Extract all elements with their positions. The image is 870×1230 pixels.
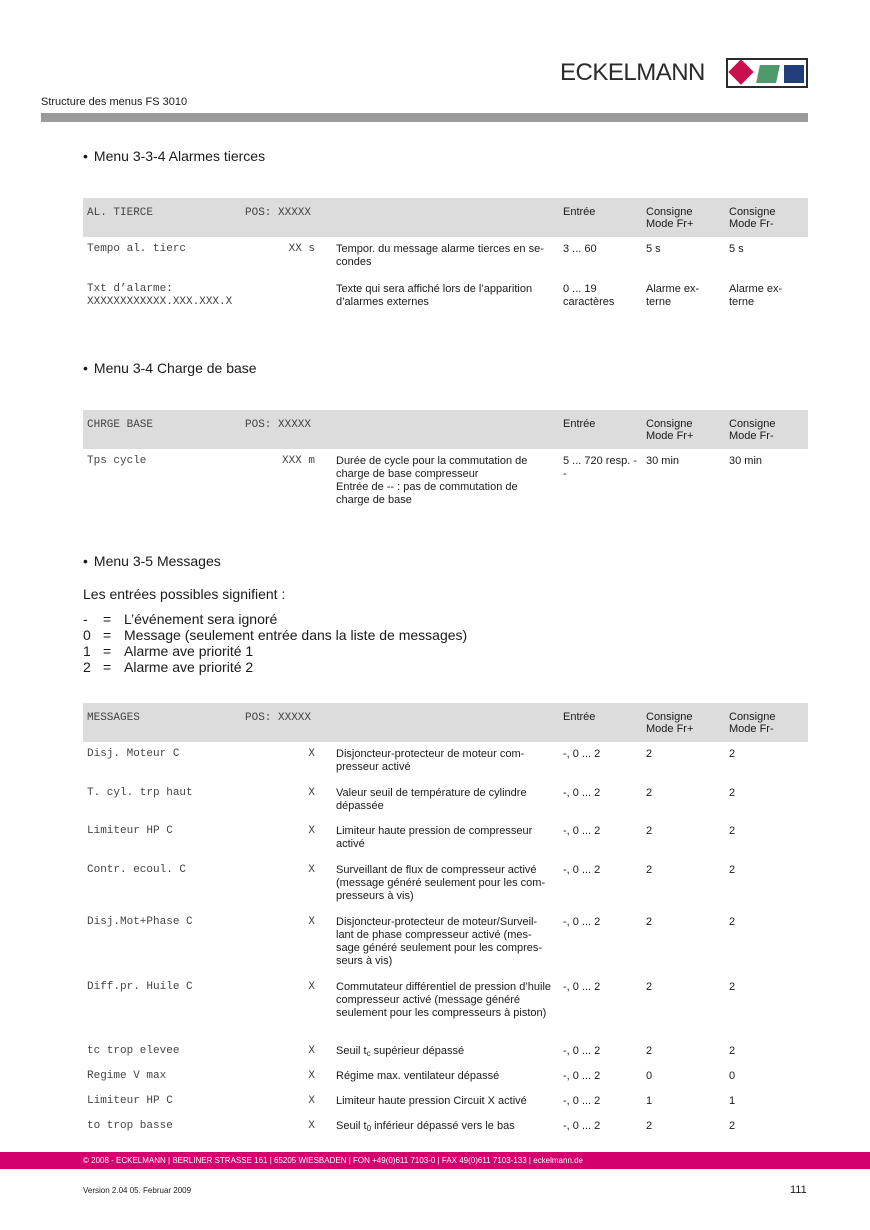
table-row <box>83 742 808 781</box>
row-entree: 3 ... 60 <box>563 243 597 255</box>
header-menu-name: AL. TIERCE <box>87 207 154 219</box>
table-header <box>83 198 808 237</box>
table-header <box>83 410 808 449</box>
bullet-icon: • <box>83 148 88 164</box>
row-parameter: Tps cycle <box>87 455 147 467</box>
header-pos: POS: XXXXX <box>245 419 312 431</box>
row-unit: X <box>308 1045 315 1057</box>
row-description: Seuil $t_c$ supérieur dépassé <box>336 1045 465 1058</box>
header-consigne-fr-plus: Consigne Mode Fr+ <box>646 711 694 735</box>
header-pos: POS: XXXXX <box>245 207 312 219</box>
row-entree: -, 0 ... 2 <box>563 864 601 876</box>
row-parameter: Limiteur HP C <box>87 825 173 837</box>
row-unit: X <box>308 748 315 760</box>
row-parameter: Regime V max <box>87 1070 167 1082</box>
row-consigne-fr-plus: 0 <box>646 1070 653 1082</box>
row-consigne-fr-minus: 2 <box>729 787 736 799</box>
table-row <box>83 237 808 277</box>
logo-blue-square <box>784 65 804 83</box>
row-entree: -, 0 ... 2 <box>563 748 601 760</box>
row-entree: -, 0 ... 2 <box>563 825 601 837</box>
header-menu-name: CHRGE BASE <box>87 419 154 431</box>
row-consigne-fr-plus: 5 s <box>646 243 661 255</box>
header-consigne-fr-plus: Consigne Mode Fr+ <box>646 418 694 442</box>
row-description: Disjoncteur-protecteur de moteur com-presseur activé <box>336 748 525 773</box>
table-charge-de-base <box>83 410 808 514</box>
row-parameter: to trop basse <box>87 1120 173 1132</box>
row-consigne-fr-minus: 2 <box>729 864 736 876</box>
row-unit: XX s <box>288 243 315 255</box>
row-consigne-fr-minus: 30 min <box>729 455 763 467</box>
header-entree: Entrée <box>563 206 596 218</box>
table-row <box>83 1089 808 1114</box>
row-consigne-fr-minus: 2 <box>729 981 736 993</box>
logo-red-diamond <box>728 59 753 84</box>
table-alarmes-tierces <box>83 198 808 317</box>
footer-contact-bar <box>0 1152 870 1169</box>
row-consigne-fr-minus: 1 <box>729 1095 736 1107</box>
section-title-messages: • Menu 3-5 Messages <box>83 553 221 569</box>
row-parameter: T. cyl. trp haut <box>87 787 193 799</box>
table-row <box>83 819 808 858</box>
row-parameter: Diff.pr. Huile C <box>87 981 193 993</box>
row-description: Durée de cycle pour la commutation de charge de base compresseur Entrée de -- : pas de commutation de charge de base <box>336 455 528 506</box>
row-consigne-fr-minus: 2 <box>729 1045 736 1057</box>
row-description: Limiteur haute pression Circuit X activé <box>336 1095 527 1107</box>
row-parameter: tc trop elevee <box>87 1045 180 1057</box>
row-parameter: Limiteur HP C <box>87 1095 173 1107</box>
row-consigne-fr-plus: Alarme ex-terne <box>646 283 700 308</box>
table-row <box>83 449 808 514</box>
row-consigne-fr-plus: 2 <box>646 981 653 993</box>
table-row <box>83 975 808 1039</box>
logo-green-square <box>756 65 780 83</box>
row-consigne-fr-plus: 2 <box>646 748 653 760</box>
header-entree: Entrée <box>563 711 596 723</box>
row-consigne-fr-minus: 2 <box>729 1120 736 1132</box>
company-logo <box>560 58 705 88</box>
row-unit: X <box>308 1070 315 1082</box>
header-pos: POS: XXXXX <box>245 712 312 724</box>
section-title-charge-de-base: • Menu 3-4 Charge de base <box>83 360 257 376</box>
section-title-alarmes-tierces: • Menu 3-3-4 Alarmes tierces <box>83 148 266 164</box>
row-entree: -, 0 ... 2 <box>563 1095 601 1107</box>
page-number: 111 <box>790 1184 807 1196</box>
row-consigne-fr-plus: 2 <box>646 825 653 837</box>
table-row <box>83 1039 808 1064</box>
row-unit: X <box>308 825 315 837</box>
row-description: Tempor. du message alarme tierces en se-condes <box>336 243 544 268</box>
bullet-icon: • <box>83 360 88 376</box>
row-unit: XXX m <box>281 455 315 467</box>
row-consigne-fr-plus: 1 <box>646 1095 653 1107</box>
header-consigne-fr-plus: Consigne Mode Fr+ <box>646 206 694 230</box>
row-entree: -, 0 ... 2 <box>563 916 601 928</box>
row-entree: -, 0 ... 2 <box>563 787 601 799</box>
table-row <box>83 858 808 910</box>
row-description: Commutateur différentiel de pression d’huile compresseur activé (message généré seulement pour les compresseurs à piston) <box>336 981 552 1019</box>
row-parameter: Disj.Mot+Phase C <box>87 916 193 928</box>
row-consigne-fr-minus: 2 <box>729 748 736 760</box>
row-parameter: Contr. ecoul. C <box>87 864 187 876</box>
row-parameter: Disj. Moteur C <box>87 748 180 760</box>
row-unit: X <box>308 916 315 928</box>
row-description: Valeur seuil de température de cylindre dépassée <box>336 787 527 812</box>
header-consigne-fr-minus: Consigne Mode Fr- <box>729 711 776 735</box>
header-divider <box>41 113 808 122</box>
table-row <box>83 781 808 819</box>
header-menu-name: MESSAGES <box>87 712 140 724</box>
table-header <box>83 703 808 742</box>
row-entree: 5 ... 720 resp. -- <box>563 455 637 480</box>
row-consigne-fr-plus: 2 <box>646 1045 653 1057</box>
row-entree: -, 0 ... 2 <box>563 1120 601 1132</box>
row-description: Disjoncteur-protecteur de moteur/Surveil-lant de phase compresseur activé (mes-sage généré seulement pour les compres-seurs à vis) <box>336 916 543 967</box>
row-consigne-fr-minus: Alarme ex-terne <box>729 283 783 308</box>
row-consigne-fr-plus: 2 <box>646 1120 653 1132</box>
table-row <box>83 1064 808 1089</box>
row-consigne-fr-minus: 0 <box>729 1070 736 1082</box>
row-description: Seuil $t_0$ inférieur dépassé vers le bas <box>336 1120 515 1133</box>
table-row <box>83 277 808 317</box>
row-description: Régime max. ventilateur dépassé <box>336 1070 500 1082</box>
table-row <box>83 1114 808 1139</box>
row-consigne-fr-minus: 2 <box>729 916 736 928</box>
row-parameter: Tempo al. tierc <box>87 243 187 255</box>
row-consigne-fr-minus: 5 s <box>729 243 744 255</box>
row-consigne-fr-plus: 2 <box>646 916 653 928</box>
row-consigne-fr-minus: 2 <box>729 825 736 837</box>
row-unit: X <box>308 1095 315 1107</box>
header-consigne-fr-minus: Consigne Mode Fr- <box>729 206 776 230</box>
document-header-title: Structure des menus FS 3010 <box>41 96 188 108</box>
row-parameter: Txt d’alarme: XXXXXXXXXXXX.XXX.XXX.X <box>87 283 233 308</box>
header-consigne-fr-minus: Consigne Mode Fr- <box>729 418 776 442</box>
row-entree: -, 0 ... 2 <box>563 1045 601 1057</box>
table-messages <box>83 703 808 1139</box>
bullet-icon: • <box>83 553 88 569</box>
row-unit: X <box>308 981 315 993</box>
row-consigne-fr-plus: 30 min <box>646 455 680 467</box>
table-row <box>83 910 808 975</box>
row-unit: X <box>308 864 315 876</box>
row-consigne-fr-plus: 2 <box>646 864 653 876</box>
legend-intro: Les entrées possibles signifient : <box>83 586 286 602</box>
row-entree: -, 0 ... 2 <box>563 981 601 993</box>
row-entree: 0 ... 19 caractères <box>563 283 615 308</box>
header-entree: Entrée <box>563 418 596 430</box>
row-entree: -, 0 ... 2 <box>563 1070 601 1082</box>
logo-mark <box>726 58 808 88</box>
footer-contact: © 2008 - ECKELMANN | BERLINER STRASSE 161 | 65205 WIESBADEN | FON +49(0)611 7103-0 | FAX 49(0)611 7103-133 | eckelmann.de <box>83 1156 584 1165</box>
row-description: Texte qui sera affiché lors de l’apparition d’alarmes externes <box>336 283 533 308</box>
row-consigne-fr-plus: 2 <box>646 787 653 799</box>
row-unit: X <box>308 1120 315 1132</box>
row-description: Limiteur haute pression de compresseur activé <box>336 825 533 850</box>
logo-wordmark: ECKELMANN <box>560 59 705 86</box>
footer-version: Version 2.04 05. Februar 2009 <box>83 1186 192 1195</box>
row-unit: X <box>308 787 315 799</box>
row-description: Surveillant de flux de compresseur activé (message généré seulement pour les com-presseurs à vis) <box>336 864 546 902</box>
